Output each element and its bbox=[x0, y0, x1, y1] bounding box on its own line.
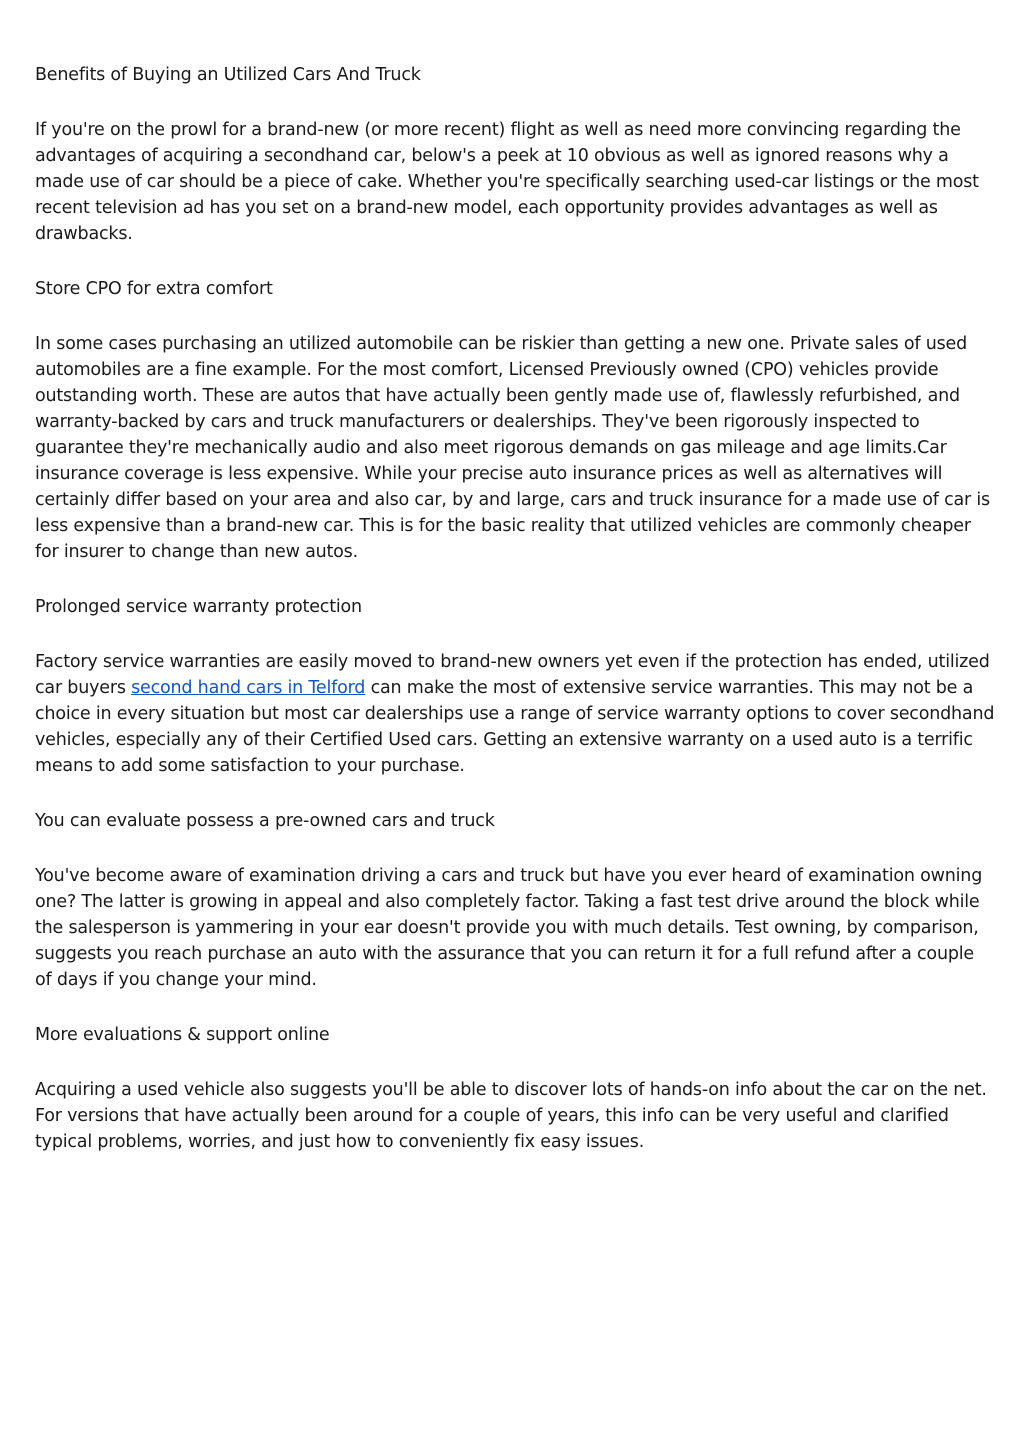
document-title: Benefits of Buying an Utilized Cars And Truck bbox=[35, 65, 421, 85]
section-body-cpo: In some cases purchasing an utilized automobile can be riskier than getting a new one. Private sales of used automobiles are a fine example. For the most comfort, Licensed Previously owned (CPO) vehicles provide outstanding worth. These are autos that have actually been gently made use of, flawlessly refurbished, and warranty-backed by cars and truck manufacturers or dealerships. They've been rigorously inspected to guarantee they're mechanically audio and also meet rigorous demands on gas mileage and age limits.Car insurance coverage is less expensive. While your precise auto insurance prices as well as alternatives will certainly differ based on your area and also car, by and large, cars and truck insurance for a made use of car is less expensive than a brand-new car. This is for the basic reality that utilized vehicles are commonly cheaper for insurer to change than new autos. bbox=[35, 334, 990, 562]
section-heading-warranty: Prolonged service warranty protection bbox=[35, 597, 362, 617]
section-body-online: Acquiring a used vehicle also suggests you'll be able to discover lots of hands-on info about the car on the net. For versions that have actually been around for a couple of years, this info can be very useful and clarified typical problems, worries, and just how to conveniently fix easy issues. bbox=[35, 1080, 987, 1152]
warranty-text-before-link: Factory service warranties are easily moved to brand-new owners yet even if the protection has ended, utilized car buyers bbox=[35, 652, 990, 698]
document-page bbox=[35, 62, 995, 1184]
second-hand-cars-link[interactable]: second hand cars in Telford bbox=[131, 678, 366, 698]
intro-paragraph: If you're on the prowl for a brand-new (or more recent) flight as well as need more convincing regarding the advantages of acquiring a secondhand car, below's a peek at 10 obvious as well as ignored reasons why a made use of car should be a piece of cake. Whether you're specifically searching used-car listings or the most recent television ad has you set on a brand-new model, each opportunity provides advantages as well as drawbacks. bbox=[35, 120, 979, 244]
section-heading-test-own: You can evaluate possess a pre-owned cars and truck bbox=[35, 811, 495, 831]
section-body-test-own: You've become aware of examination driving a cars and truck but have you ever heard of examination owning one? The latter is growing in appeal and also completely factor. Taking a fast test drive around the block while the salesperson is yammering in your ear doesn't provide you with much details. Test owning, by comparison, suggests you reach purchase an auto with the assurance that you can return it for a full refund after a couple of days if you change your mind. bbox=[35, 866, 983, 990]
warranty-text-after-link: can make the most of extensive service warranties. This may not be a choice in every situation but most car dealerships use a range of service warranty options to cover secondhand vehicles, especially any of their Certified Used cars. Getting an extensive warranty on a used auto is a terrific means to add some satisfaction to your purchase. bbox=[35, 678, 995, 776]
section-heading-online: More evaluations & support online bbox=[35, 1025, 330, 1045]
section-body-warranty bbox=[35, 649, 995, 779]
section-heading-cpo: Store CPO for extra comfort bbox=[35, 279, 273, 299]
